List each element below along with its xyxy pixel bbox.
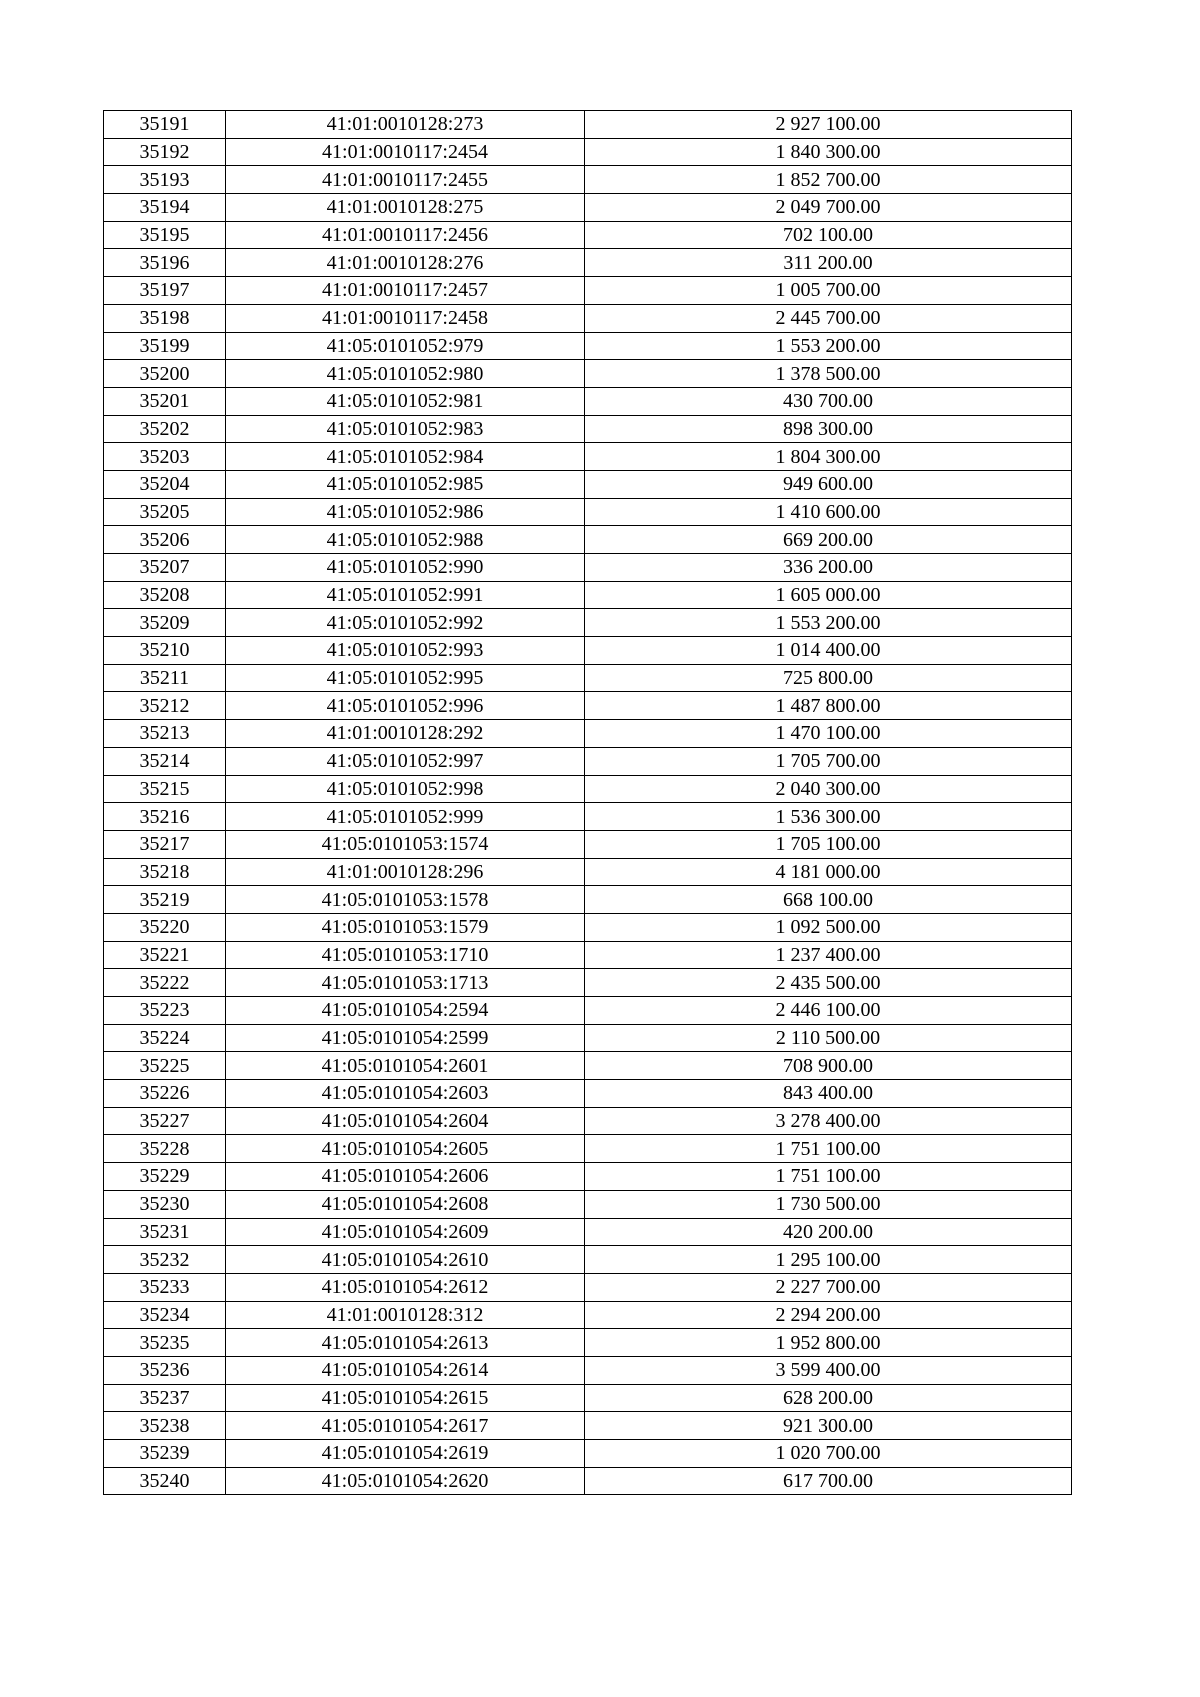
table-row bbox=[104, 997, 1072, 1025]
table-row bbox=[104, 1440, 1072, 1468]
cadastral-value-cell: 702 100.00 bbox=[585, 221, 1072, 249]
row-number-cell: 35234 bbox=[104, 1301, 226, 1329]
row-number-cell: 35220 bbox=[104, 913, 226, 941]
row-number-cell: 35229 bbox=[104, 1163, 226, 1191]
cadastral-value-cell: 898 300.00 bbox=[585, 415, 1072, 443]
cadastral-number-cell: 41:05:0101052:988 bbox=[226, 526, 585, 554]
table-row bbox=[104, 775, 1072, 803]
table-row bbox=[104, 443, 1072, 471]
cadastral-number-cell: 41:05:0101054:2606 bbox=[226, 1163, 585, 1191]
cadastral-value-cell: 3 599 400.00 bbox=[585, 1356, 1072, 1384]
table-row bbox=[104, 1135, 1072, 1163]
cadastral-value-cell: 3 278 400.00 bbox=[585, 1107, 1072, 1135]
cadastral-number-cell: 41:05:0101054:2619 bbox=[226, 1440, 585, 1468]
table-row bbox=[104, 277, 1072, 305]
row-number-cell: 35239 bbox=[104, 1440, 226, 1468]
row-number-cell: 35240 bbox=[104, 1467, 226, 1495]
cadastral-value-cell: 1 020 700.00 bbox=[585, 1440, 1072, 1468]
cadastral-number-cell: 41:05:0101054:2615 bbox=[226, 1384, 585, 1412]
cadastral-number-cell: 41:01:0010128:292 bbox=[226, 720, 585, 748]
table-row bbox=[104, 830, 1072, 858]
cadastral-value-cell: 1 014 400.00 bbox=[585, 637, 1072, 665]
table-row bbox=[104, 886, 1072, 914]
cadastral-number-cell: 41:01:0010128:275 bbox=[226, 194, 585, 222]
cadastral-value-cell: 1 237 400.00 bbox=[585, 941, 1072, 969]
cadastral-number-cell: 41:05:0101054:2610 bbox=[226, 1246, 585, 1274]
cadastral-number-cell: 41:05:0101052:995 bbox=[226, 664, 585, 692]
table-body bbox=[104, 111, 1072, 1495]
table-row bbox=[104, 166, 1072, 194]
table-row bbox=[104, 581, 1072, 609]
cadastral-value-cell: 1 730 500.00 bbox=[585, 1190, 1072, 1218]
row-number-cell: 35213 bbox=[104, 720, 226, 748]
cadastral-value-cell: 2 227 700.00 bbox=[585, 1273, 1072, 1301]
table-row bbox=[104, 637, 1072, 665]
cadastral-value-cell: 1 487 800.00 bbox=[585, 692, 1072, 720]
table-row bbox=[104, 415, 1072, 443]
table-row bbox=[104, 1190, 1072, 1218]
cadastral-number-cell: 41:05:0101052:979 bbox=[226, 332, 585, 360]
row-number-cell: 35203 bbox=[104, 443, 226, 471]
row-number-cell: 35231 bbox=[104, 1218, 226, 1246]
row-number-cell: 35201 bbox=[104, 387, 226, 415]
row-number-cell: 35193 bbox=[104, 166, 226, 194]
cadastral-number-cell: 41:05:0101053:1578 bbox=[226, 886, 585, 914]
cadastral-value-cell: 1 378 500.00 bbox=[585, 360, 1072, 388]
table-row bbox=[104, 554, 1072, 582]
cadastral-number-cell: 41:05:0101053:1713 bbox=[226, 969, 585, 997]
row-number-cell: 35214 bbox=[104, 747, 226, 775]
cadastral-number-cell: 41:05:0101054:2614 bbox=[226, 1356, 585, 1384]
table-row bbox=[104, 387, 1072, 415]
cadastral-value-cell: 1 553 200.00 bbox=[585, 332, 1072, 360]
cadastral-number-cell: 41:01:0010128:296 bbox=[226, 858, 585, 886]
table-row bbox=[104, 720, 1072, 748]
row-number-cell: 35225 bbox=[104, 1052, 226, 1080]
table-row bbox=[104, 1384, 1072, 1412]
cadastral-number-cell: 41:05:0101054:2599 bbox=[226, 1024, 585, 1052]
row-number-cell: 35236 bbox=[104, 1356, 226, 1384]
cadastral-value-cell: 1 536 300.00 bbox=[585, 803, 1072, 831]
cadastral-number-cell: 41:05:0101052:985 bbox=[226, 470, 585, 498]
table-row bbox=[104, 1107, 1072, 1135]
table-row bbox=[104, 221, 1072, 249]
cadastral-number-cell: 41:05:0101054:2620 bbox=[226, 1467, 585, 1495]
row-number-cell: 35237 bbox=[104, 1384, 226, 1412]
cadastral-number-cell: 41:01:0010117:2458 bbox=[226, 304, 585, 332]
row-number-cell: 35223 bbox=[104, 997, 226, 1025]
table-row bbox=[104, 1412, 1072, 1440]
cadastral-value-cell: 949 600.00 bbox=[585, 470, 1072, 498]
row-number-cell: 35227 bbox=[104, 1107, 226, 1135]
cadastral-value-cell: 628 200.00 bbox=[585, 1384, 1072, 1412]
cadastral-value-table bbox=[103, 110, 1072, 1495]
cadastral-number-cell: 41:05:0101052:984 bbox=[226, 443, 585, 471]
cadastral-number-cell: 41:05:0101052:990 bbox=[226, 554, 585, 582]
cadastral-number-cell: 41:05:0101052:996 bbox=[226, 692, 585, 720]
cadastral-number-cell: 41:05:0101054:2609 bbox=[226, 1218, 585, 1246]
cadastral-number-cell: 41:05:0101054:2601 bbox=[226, 1052, 585, 1080]
row-number-cell: 35217 bbox=[104, 830, 226, 858]
table-row bbox=[104, 747, 1072, 775]
table-row bbox=[104, 194, 1072, 222]
cadastral-value-cell: 1 410 600.00 bbox=[585, 498, 1072, 526]
cadastral-value-cell: 2 040 300.00 bbox=[585, 775, 1072, 803]
cadastral-value-cell: 1 005 700.00 bbox=[585, 277, 1072, 305]
cadastral-number-cell: 41:05:0101053:1710 bbox=[226, 941, 585, 969]
row-number-cell: 35191 bbox=[104, 111, 226, 139]
row-number-cell: 35211 bbox=[104, 664, 226, 692]
cadastral-number-cell: 41:05:0101052:999 bbox=[226, 803, 585, 831]
row-number-cell: 35235 bbox=[104, 1329, 226, 1357]
row-number-cell: 35208 bbox=[104, 581, 226, 609]
cadastral-value-cell: 725 800.00 bbox=[585, 664, 1072, 692]
cadastral-number-cell: 41:05:0101052:998 bbox=[226, 775, 585, 803]
row-number-cell: 35209 bbox=[104, 609, 226, 637]
row-number-cell: 35212 bbox=[104, 692, 226, 720]
cadastral-value-cell: 1 840 300.00 bbox=[585, 138, 1072, 166]
table-row bbox=[104, 941, 1072, 969]
cadastral-number-cell: 41:05:0101053:1579 bbox=[226, 913, 585, 941]
table-row bbox=[104, 692, 1072, 720]
table-row bbox=[104, 1052, 1072, 1080]
cadastral-number-cell: 41:05:0101054:2617 bbox=[226, 1412, 585, 1440]
cadastral-value-cell: 669 200.00 bbox=[585, 526, 1072, 554]
row-number-cell: 35196 bbox=[104, 249, 226, 277]
cadastral-value-cell: 4 181 000.00 bbox=[585, 858, 1072, 886]
row-number-cell: 35192 bbox=[104, 138, 226, 166]
cadastral-value-cell: 430 700.00 bbox=[585, 387, 1072, 415]
cadastral-value-cell: 668 100.00 bbox=[585, 886, 1072, 914]
table-row bbox=[104, 1080, 1072, 1108]
row-number-cell: 35232 bbox=[104, 1246, 226, 1274]
cadastral-number-cell: 41:05:0101052:986 bbox=[226, 498, 585, 526]
cadastral-number-cell: 41:05:0101052:981 bbox=[226, 387, 585, 415]
row-number-cell: 35200 bbox=[104, 360, 226, 388]
table-row bbox=[104, 969, 1072, 997]
cadastral-value-cell: 1 470 100.00 bbox=[585, 720, 1072, 748]
cadastral-number-cell: 41:05:0101054:2604 bbox=[226, 1107, 585, 1135]
table-row bbox=[104, 332, 1072, 360]
cadastral-number-cell: 41:05:0101054:2603 bbox=[226, 1080, 585, 1108]
table-row bbox=[104, 138, 1072, 166]
cadastral-value-cell: 1 852 700.00 bbox=[585, 166, 1072, 194]
cadastral-number-cell: 41:05:0101052:980 bbox=[226, 360, 585, 388]
cadastral-value-cell: 1 553 200.00 bbox=[585, 609, 1072, 637]
cadastral-number-cell: 41:01:0010117:2457 bbox=[226, 277, 585, 305]
table-row bbox=[104, 803, 1072, 831]
cadastral-value-cell: 1 092 500.00 bbox=[585, 913, 1072, 941]
table-row bbox=[104, 913, 1072, 941]
cadastral-number-cell: 41:01:0010117:2455 bbox=[226, 166, 585, 194]
row-number-cell: 35228 bbox=[104, 1135, 226, 1163]
cadastral-value-cell: 2 435 500.00 bbox=[585, 969, 1072, 997]
cadastral-number-cell: 41:01:0010117:2456 bbox=[226, 221, 585, 249]
row-number-cell: 35195 bbox=[104, 221, 226, 249]
cadastral-number-cell: 41:05:0101052:992 bbox=[226, 609, 585, 637]
row-number-cell: 35221 bbox=[104, 941, 226, 969]
cadastral-value-cell: 708 900.00 bbox=[585, 1052, 1072, 1080]
cadastral-number-cell: 41:05:0101054:2605 bbox=[226, 1135, 585, 1163]
cadastral-value-cell: 1 751 100.00 bbox=[585, 1135, 1072, 1163]
row-number-cell: 35204 bbox=[104, 470, 226, 498]
table-row bbox=[104, 470, 1072, 498]
cadastral-value-cell: 336 200.00 bbox=[585, 554, 1072, 582]
cadastral-number-cell: 41:01:0010128:273 bbox=[226, 111, 585, 139]
cadastral-value-cell: 2 927 100.00 bbox=[585, 111, 1072, 139]
table-row bbox=[104, 1329, 1072, 1357]
row-number-cell: 35230 bbox=[104, 1190, 226, 1218]
row-number-cell: 35198 bbox=[104, 304, 226, 332]
table-row bbox=[104, 249, 1072, 277]
table-row bbox=[104, 1301, 1072, 1329]
row-number-cell: 35218 bbox=[104, 858, 226, 886]
row-number-cell: 35199 bbox=[104, 332, 226, 360]
table-row bbox=[104, 609, 1072, 637]
cadastral-value-cell: 843 400.00 bbox=[585, 1080, 1072, 1108]
row-number-cell: 35224 bbox=[104, 1024, 226, 1052]
row-number-cell: 35206 bbox=[104, 526, 226, 554]
row-number-cell: 35222 bbox=[104, 969, 226, 997]
table-row bbox=[104, 1246, 1072, 1274]
table-row bbox=[104, 664, 1072, 692]
cadastral-number-cell: 41:05:0101052:997 bbox=[226, 747, 585, 775]
cadastral-value-cell: 1 295 100.00 bbox=[585, 1246, 1072, 1274]
row-number-cell: 35233 bbox=[104, 1273, 226, 1301]
table-row bbox=[104, 1163, 1072, 1191]
table-row bbox=[104, 1467, 1072, 1495]
row-number-cell: 35202 bbox=[104, 415, 226, 443]
cadastral-number-cell: 41:05:0101052:993 bbox=[226, 637, 585, 665]
row-number-cell: 35226 bbox=[104, 1080, 226, 1108]
row-number-cell: 35197 bbox=[104, 277, 226, 305]
table-row bbox=[104, 304, 1072, 332]
table-row bbox=[104, 1218, 1072, 1246]
cadastral-value-cell: 311 200.00 bbox=[585, 249, 1072, 277]
cadastral-number-cell: 41:01:0010128:276 bbox=[226, 249, 585, 277]
cadastral-number-cell: 41:05:0101053:1574 bbox=[226, 830, 585, 858]
cadastral-value-cell: 2 445 700.00 bbox=[585, 304, 1072, 332]
table-row bbox=[104, 360, 1072, 388]
cadastral-value-cell: 1 705 700.00 bbox=[585, 747, 1072, 775]
cadastral-value-cell: 921 300.00 bbox=[585, 1412, 1072, 1440]
row-number-cell: 35216 bbox=[104, 803, 226, 831]
cadastral-number-cell: 41:05:0101054:2613 bbox=[226, 1329, 585, 1357]
cadastral-number-cell: 41:05:0101052:991 bbox=[226, 581, 585, 609]
row-number-cell: 35210 bbox=[104, 637, 226, 665]
cadastral-number-cell: 41:05:0101054:2608 bbox=[226, 1190, 585, 1218]
cadastral-value-cell: 1 705 100.00 bbox=[585, 830, 1072, 858]
cadastral-number-cell: 41:01:0010117:2454 bbox=[226, 138, 585, 166]
table-row bbox=[104, 1356, 1072, 1384]
table-row bbox=[104, 111, 1072, 139]
row-number-cell: 35238 bbox=[104, 1412, 226, 1440]
cadastral-value-cell: 2 110 500.00 bbox=[585, 1024, 1072, 1052]
cadastral-number-cell: 41:05:0101054:2612 bbox=[226, 1273, 585, 1301]
table-row bbox=[104, 1273, 1072, 1301]
cadastral-value-cell: 1 804 300.00 bbox=[585, 443, 1072, 471]
cadastral-value-cell: 420 200.00 bbox=[585, 1218, 1072, 1246]
cadastral-value-cell: 1 605 000.00 bbox=[585, 581, 1072, 609]
cadastral-value-cell: 1 751 100.00 bbox=[585, 1163, 1072, 1191]
row-number-cell: 35219 bbox=[104, 886, 226, 914]
cadastral-number-cell: 41:05:0101054:2594 bbox=[226, 997, 585, 1025]
table-row bbox=[104, 1024, 1072, 1052]
table-row bbox=[104, 526, 1072, 554]
cadastral-number-cell: 41:05:0101052:983 bbox=[226, 415, 585, 443]
table-row bbox=[104, 498, 1072, 526]
row-number-cell: 35207 bbox=[104, 554, 226, 582]
cadastral-number-cell: 41:01:0010128:312 bbox=[226, 1301, 585, 1329]
table-row bbox=[104, 858, 1072, 886]
row-number-cell: 35194 bbox=[104, 194, 226, 222]
cadastral-value-cell: 1 952 800.00 bbox=[585, 1329, 1072, 1357]
row-number-cell: 35215 bbox=[104, 775, 226, 803]
row-number-cell: 35205 bbox=[104, 498, 226, 526]
cadastral-value-cell: 617 700.00 bbox=[585, 1467, 1072, 1495]
cadastral-value-cell: 2 049 700.00 bbox=[585, 194, 1072, 222]
cadastral-value-cell: 2 294 200.00 bbox=[585, 1301, 1072, 1329]
cadastral-value-cell: 2 446 100.00 bbox=[585, 997, 1072, 1025]
